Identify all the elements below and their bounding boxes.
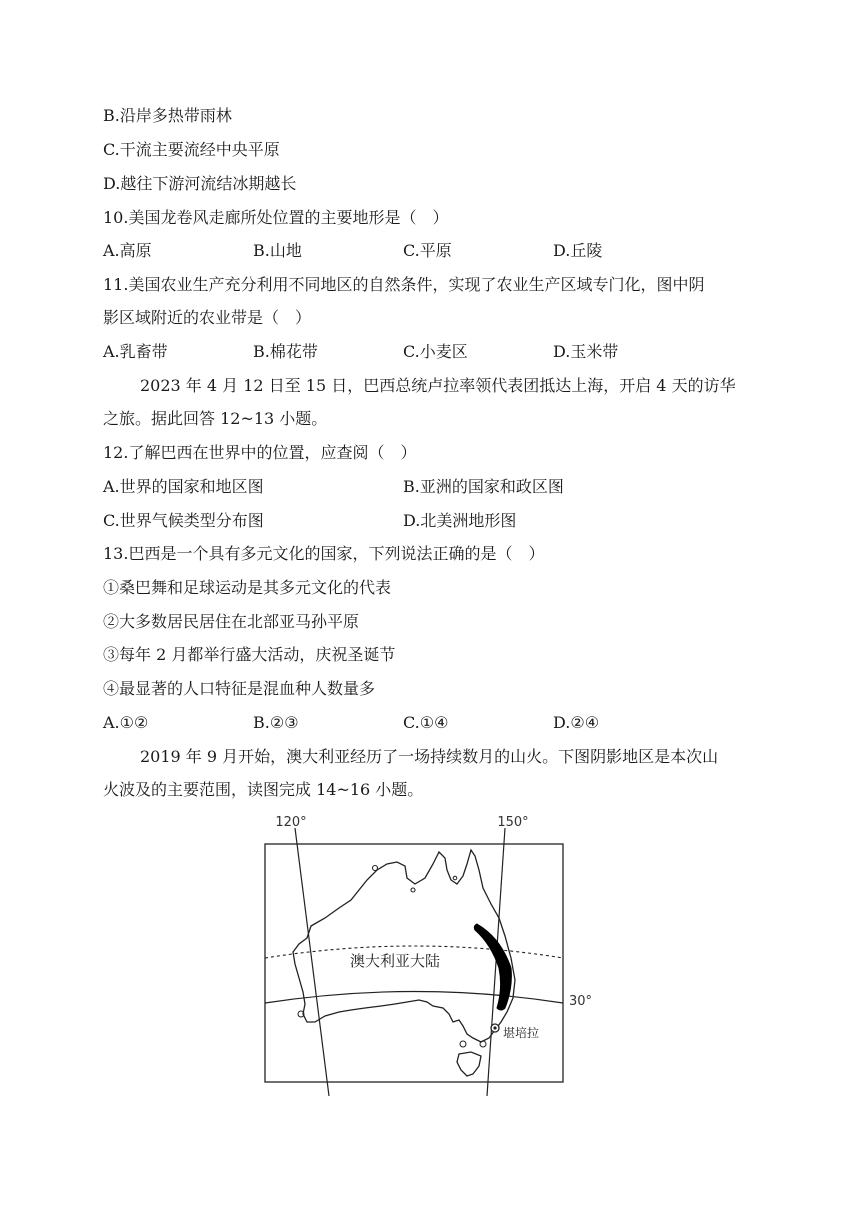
island-dot — [460, 1041, 466, 1047]
statement-3: ③每年 2 月都举行盛大活动，庆祝圣诞节 — [103, 645, 396, 664]
australia-fire-map — [255, 808, 593, 1100]
statement-2: ②大多数居民居住在北部亚马孙平原 — [103, 612, 360, 631]
meridian-120 — [295, 828, 329, 1096]
intro-14-line1: 2019 年 9 月开始，澳大利亚经历了一场持续数月的山火。下图阴影地区是本次山 — [140, 747, 719, 766]
question-12: 12.了解巴西在世界中的位置，应查阅（ ） — [103, 443, 417, 462]
intro-12-line1: 2023 年 4 月 12 日至 15 日，巴西总统卢拉率领代表团抵达上海，开启 4 天的访华 — [140, 376, 736, 395]
intro-12-line2: 之旅。据此回答 12~13 小题。 — [103, 409, 328, 428]
island-dot — [453, 876, 457, 880]
q10-option-c: C.平原 — [403, 241, 452, 260]
island-dot — [480, 1041, 486, 1047]
q13-option-b: B.②③ — [253, 713, 299, 732]
label-30: 30° — [569, 994, 593, 1009]
statement-4: ④最显著的人口特征是混血种人数量多 — [103, 679, 376, 698]
q11-option-d: D.玉米带 — [553, 342, 619, 361]
label-150: 150° — [497, 815, 529, 830]
q12-option-c: C.世界气候类型分布图 — [103, 511, 264, 530]
q10-option-a: A.高原 — [103, 241, 152, 260]
canberra-marker-dot — [493, 1026, 496, 1029]
tasmania — [457, 1052, 481, 1076]
question-11-line2: 影区域附近的农业带是（ ） — [103, 308, 312, 327]
island-dot — [373, 866, 378, 871]
q10-option-d: D.丘陵 — [553, 241, 603, 260]
canberra-label: 堪培拉 — [503, 1026, 540, 1040]
q10-option-b: B.山地 — [253, 241, 302, 260]
question-11-line1: 11.美国农业生产充分利用不同地区的自然条件，实现了农业生产区域专门化，图中阴 — [103, 275, 705, 294]
q12-option-b: B.亚洲的国家和政区图 — [403, 477, 564, 496]
q12-option-d: D.北美洲地形图 — [403, 511, 517, 530]
q11-option-b: B.棉花带 — [253, 342, 318, 361]
q13-option-c: C.①④ — [403, 713, 449, 732]
island-dot — [411, 888, 415, 892]
q11-option-a: A.乳畜带 — [103, 342, 168, 361]
intro-14-line2: 火波及的主要范围，读图完成 14~16 小题。 — [103, 780, 424, 799]
q9-option-d: D.越往下游河流结冰期越长 — [103, 174, 297, 193]
q9-option-b: B.沿岸多热带雨林 — [103, 106, 232, 125]
continent-label: 澳大利亚大陆 — [349, 952, 441, 970]
map-canvas — [255, 808, 593, 1100]
q11-option-c: C.小麦区 — [403, 342, 468, 361]
label-120: 120° — [275, 815, 307, 830]
q12-option-a: A.世界的国家和地区图 — [103, 477, 264, 496]
q9-option-c: C.干流主要流经中央平原 — [103, 140, 280, 159]
q13-option-d: D.②④ — [553, 713, 600, 732]
question-13: 13.巴西是一个具有多元文化的国家，下列说法正确的是（ ） — [103, 544, 545, 563]
statement-1: ①桑巴舞和足球运动是其多元文化的代表 — [103, 578, 392, 597]
question-10: 10.美国龙卷风走廊所处位置的主要地形是（ ） — [103, 208, 449, 227]
q13-option-a: A.①② — [103, 713, 149, 732]
